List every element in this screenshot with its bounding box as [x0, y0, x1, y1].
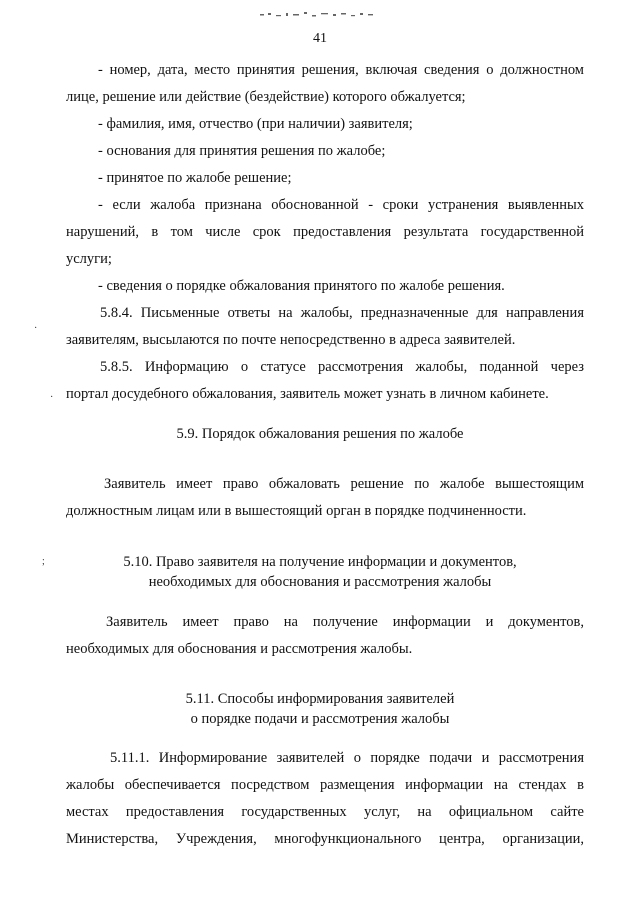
heading-line: 5.11. Способы информирования заявителей — [185, 691, 455, 707]
paragraph-5-11-1 — [66, 745, 584, 853]
paragraph-line: необходимых для обоснования и рассмотрения жалобы. — [66, 641, 413, 657]
paragraph-5-10 — [66, 609, 584, 663]
paragraph-line: 5.11.1. Информирование заявителей о порядке подачи и рассмотрения — [110, 750, 584, 766]
paragraph-5-8-5-line: 5.8.5. Информацию о статусе рассмотрения жалобы, поданной через — [100, 359, 584, 375]
paragraph-5-9 — [66, 471, 584, 525]
paragraph-line: жалобы обеспечивается посредством размещения информации на стендах в — [66, 777, 584, 793]
list-item: - принятое по жалобе решение; — [98, 170, 292, 186]
heading-line: 5.10. Право заявителя на получение информации и документов, — [123, 554, 517, 570]
heading-line: необходимых для обоснования и рассмотрения жалобы — [148, 574, 492, 590]
paragraph-line: должностным лицам или в вышестоящий орган в порядке подчиненности. — [66, 503, 527, 519]
list-item: - сведения о порядке обжалования принятого по жалобе решения. — [98, 278, 505, 294]
scan-noise-marks — [258, 10, 378, 20]
paragraph-5-8-4-line: 5.8.4. Письменные ответы на жалобы, предназначенные для направления — [100, 305, 584, 321]
list-item-continued: нарушений, в том числе срок предоставления результата государственной — [66, 224, 584, 240]
list-item: - если жалоба признана обоснованной - сроки устранения выявленных — [98, 197, 584, 213]
scan-speck: ; — [42, 556, 45, 567]
section-heading-5-10 — [0, 552, 640, 592]
paragraph-line: Заявитель имеет право на получение информации и документов, — [106, 614, 584, 630]
list-item-continued: лице, решение или действие (бездействие) которого обжалуется; — [66, 89, 466, 105]
body-list — [66, 57, 584, 408]
scan-speck: · — [50, 392, 54, 403]
paragraph-line: местах предоставления государственных услуг, на официальном сайте — [66, 804, 584, 820]
list-item-continued: услуги; — [66, 251, 112, 267]
paragraph-line: Министерства, Учреждения, многофункционального центра, организации, — [66, 831, 584, 847]
list-item: - основания для принятия решения по жалобе; — [98, 143, 386, 159]
paragraph-5-8-4-line: заявителям, высылаются по почте непосредственно в адреса заявителей. — [66, 332, 516, 348]
page-number: 41 — [313, 31, 327, 46]
list-item: - номер, дата, место принятия решения, включая сведения о должностном — [98, 62, 584, 78]
heading-line: 5.9. Порядок обжалования решения по жалобе — [176, 426, 464, 442]
paragraph-line: Заявитель имеет право обжаловать решение по жалобе вышестоящим — [104, 476, 584, 492]
heading-line: о порядке подачи и рассмотрения жалобы — [190, 711, 450, 727]
scan-speck: · — [34, 323, 38, 334]
section-heading-5-11 — [0, 689, 640, 729]
section-heading-5-9 — [0, 424, 640, 444]
list-item: - фамилия, имя, отчество (при наличии) заявителя; — [98, 116, 413, 132]
paragraph-5-8-5-line: портал досудебного обжалования, заявитель может узнать в личном кабинете. — [66, 386, 549, 402]
